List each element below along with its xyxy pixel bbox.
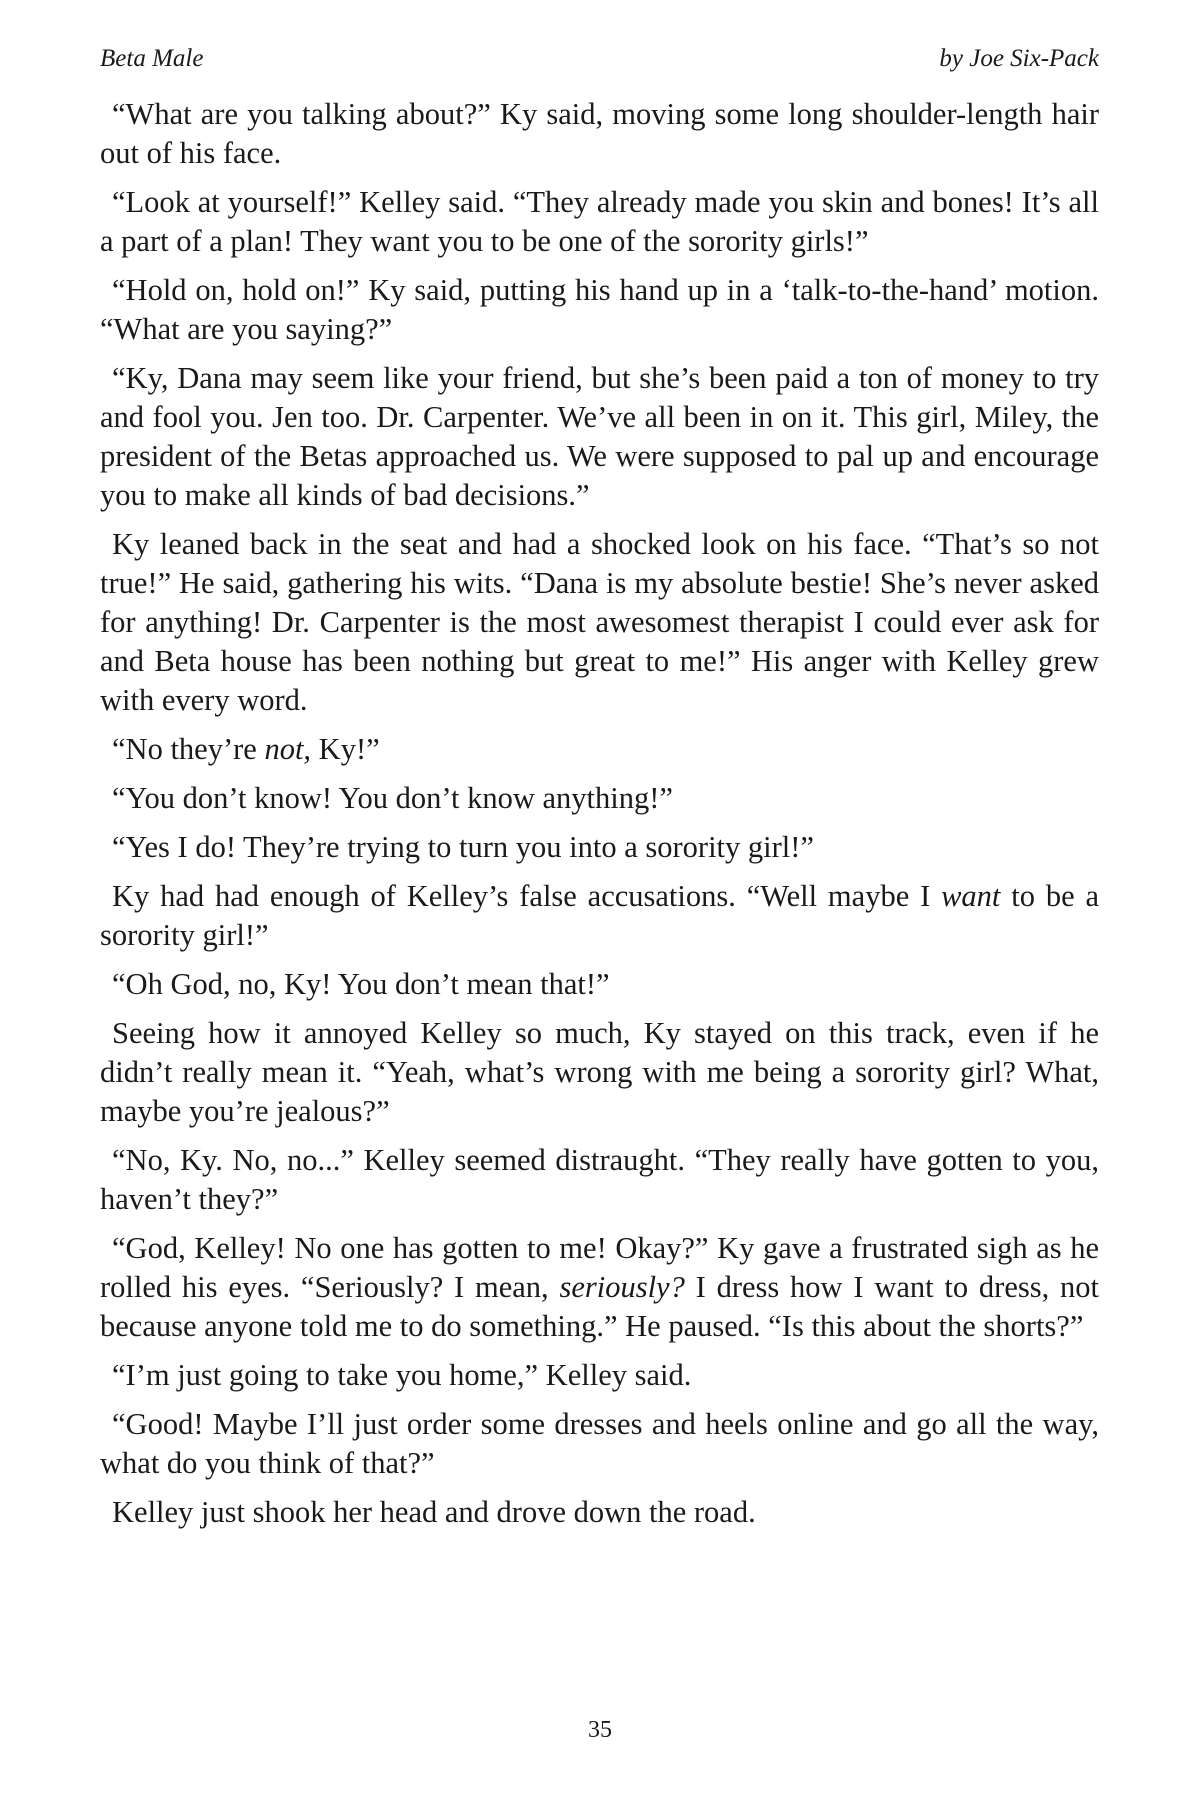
author-credit: by Joe Six-Pack — [939, 45, 1099, 72]
paragraph — [100, 1493, 1099, 1532]
paragraph — [100, 271, 1099, 349]
italic-emphasis: want — [941, 879, 1001, 913]
text-run: Seeing how it annoyed Kelley so much, Ky stayed on this track, even if he didn’t really mean it. “Yeah, what’s wrong with me being a sorority girl? What, maybe you’re jealous?” — [100, 1016, 1099, 1128]
body-text — [100, 95, 1099, 1542]
book-title: Beta Male — [100, 45, 204, 72]
paragraph — [100, 965, 1099, 1004]
paragraph — [100, 877, 1099, 955]
text-run: Ky leaned back in the seat and had a shocked look on his face. “That’s so not true!” He said, gathering his wits. “Dana is my absolute bestie! She’s never asked for anything! Dr. Carpenter is the most awesomest therapist I could ever ask for and Beta house has been nothing but great to me!” His anger with Kelley grew with every word. — [100, 527, 1099, 717]
text-run: “I’m just going to take you home,” Kelley said. — [112, 1358, 692, 1392]
text-run: “No, Ky. No, no...” Kelley seemed distraught. “They really have gotten to you, haven’t they?” — [100, 1143, 1099, 1216]
paragraph — [100, 359, 1099, 515]
paragraph — [100, 779, 1099, 818]
text-run: Ky had had enough of Kelley’s false accusations. “Well maybe I — [112, 879, 942, 913]
text-run: “Oh God, no, Ky! You don’t mean that!” — [112, 967, 610, 1001]
paragraph — [100, 95, 1099, 173]
text-run: to be a sorority girl!” — [100, 879, 1099, 952]
paragraph — [100, 183, 1099, 261]
paragraph — [100, 1405, 1099, 1483]
text-run: “You don’t know! You don’t know anything!” — [112, 781, 673, 815]
text-run: “No they’re — [112, 732, 265, 766]
paragraph — [100, 1141, 1099, 1219]
paragraph — [100, 730, 1099, 769]
text-run: “Hold on, hold on!” Ky said, putting his hand up in a ‘talk-to-the-hand’ motion. “What are you saying?” — [100, 273, 1099, 346]
paragraph — [100, 1229, 1099, 1346]
italic-emphasis: seriously? — [559, 1270, 685, 1304]
text-run: “Look at yourself!” Kelley said. “They already made you skin and bones! It’s all a part of a plan! They want you to be one of the sorority girls!” — [100, 185, 1099, 258]
text-run: “Ky, Dana may seem like your friend, but she’s been paid a ton of money to try and fool you. Jen too. Dr. Carpenter. We’ve all been in on it. This girl, Miley, the president of the Betas approached us. We were supposed to pal up and encourage you to make all kinds of bad decisions.” — [100, 361, 1099, 512]
text-run: “What are you talking about?” Ky said, moving some long shoulder-length hair out of his face. — [100, 97, 1099, 170]
paragraph — [100, 1356, 1099, 1395]
italic-emphasis: not, — [264, 732, 312, 766]
page-number: 35 — [588, 1717, 612, 1743]
paragraph — [100, 525, 1099, 720]
text-run: Kelley just shook her head and drove down the road. — [112, 1495, 756, 1529]
text-run: “Yes I do! They’re trying to turn you into a sorority girl!” — [112, 830, 814, 864]
text-run: Ky!” — [311, 732, 380, 766]
text-run: “God, Kelley! No one has gotten to me! Okay?” Ky gave a frustrated sigh as he rolled his eyes. “Seriously? I mean, — [100, 1231, 1099, 1304]
running-head — [100, 44, 1099, 74]
paragraph — [100, 828, 1099, 867]
paragraph — [100, 1014, 1099, 1131]
text-run: “Good! Maybe I’ll just order some dresses and heels online and go all the way, what do you think of that?” — [100, 1407, 1099, 1480]
text-run: I dress how I want to dress, not because anyone told me to do something.” He paused. “Is this about the shorts?” — [100, 1270, 1099, 1343]
